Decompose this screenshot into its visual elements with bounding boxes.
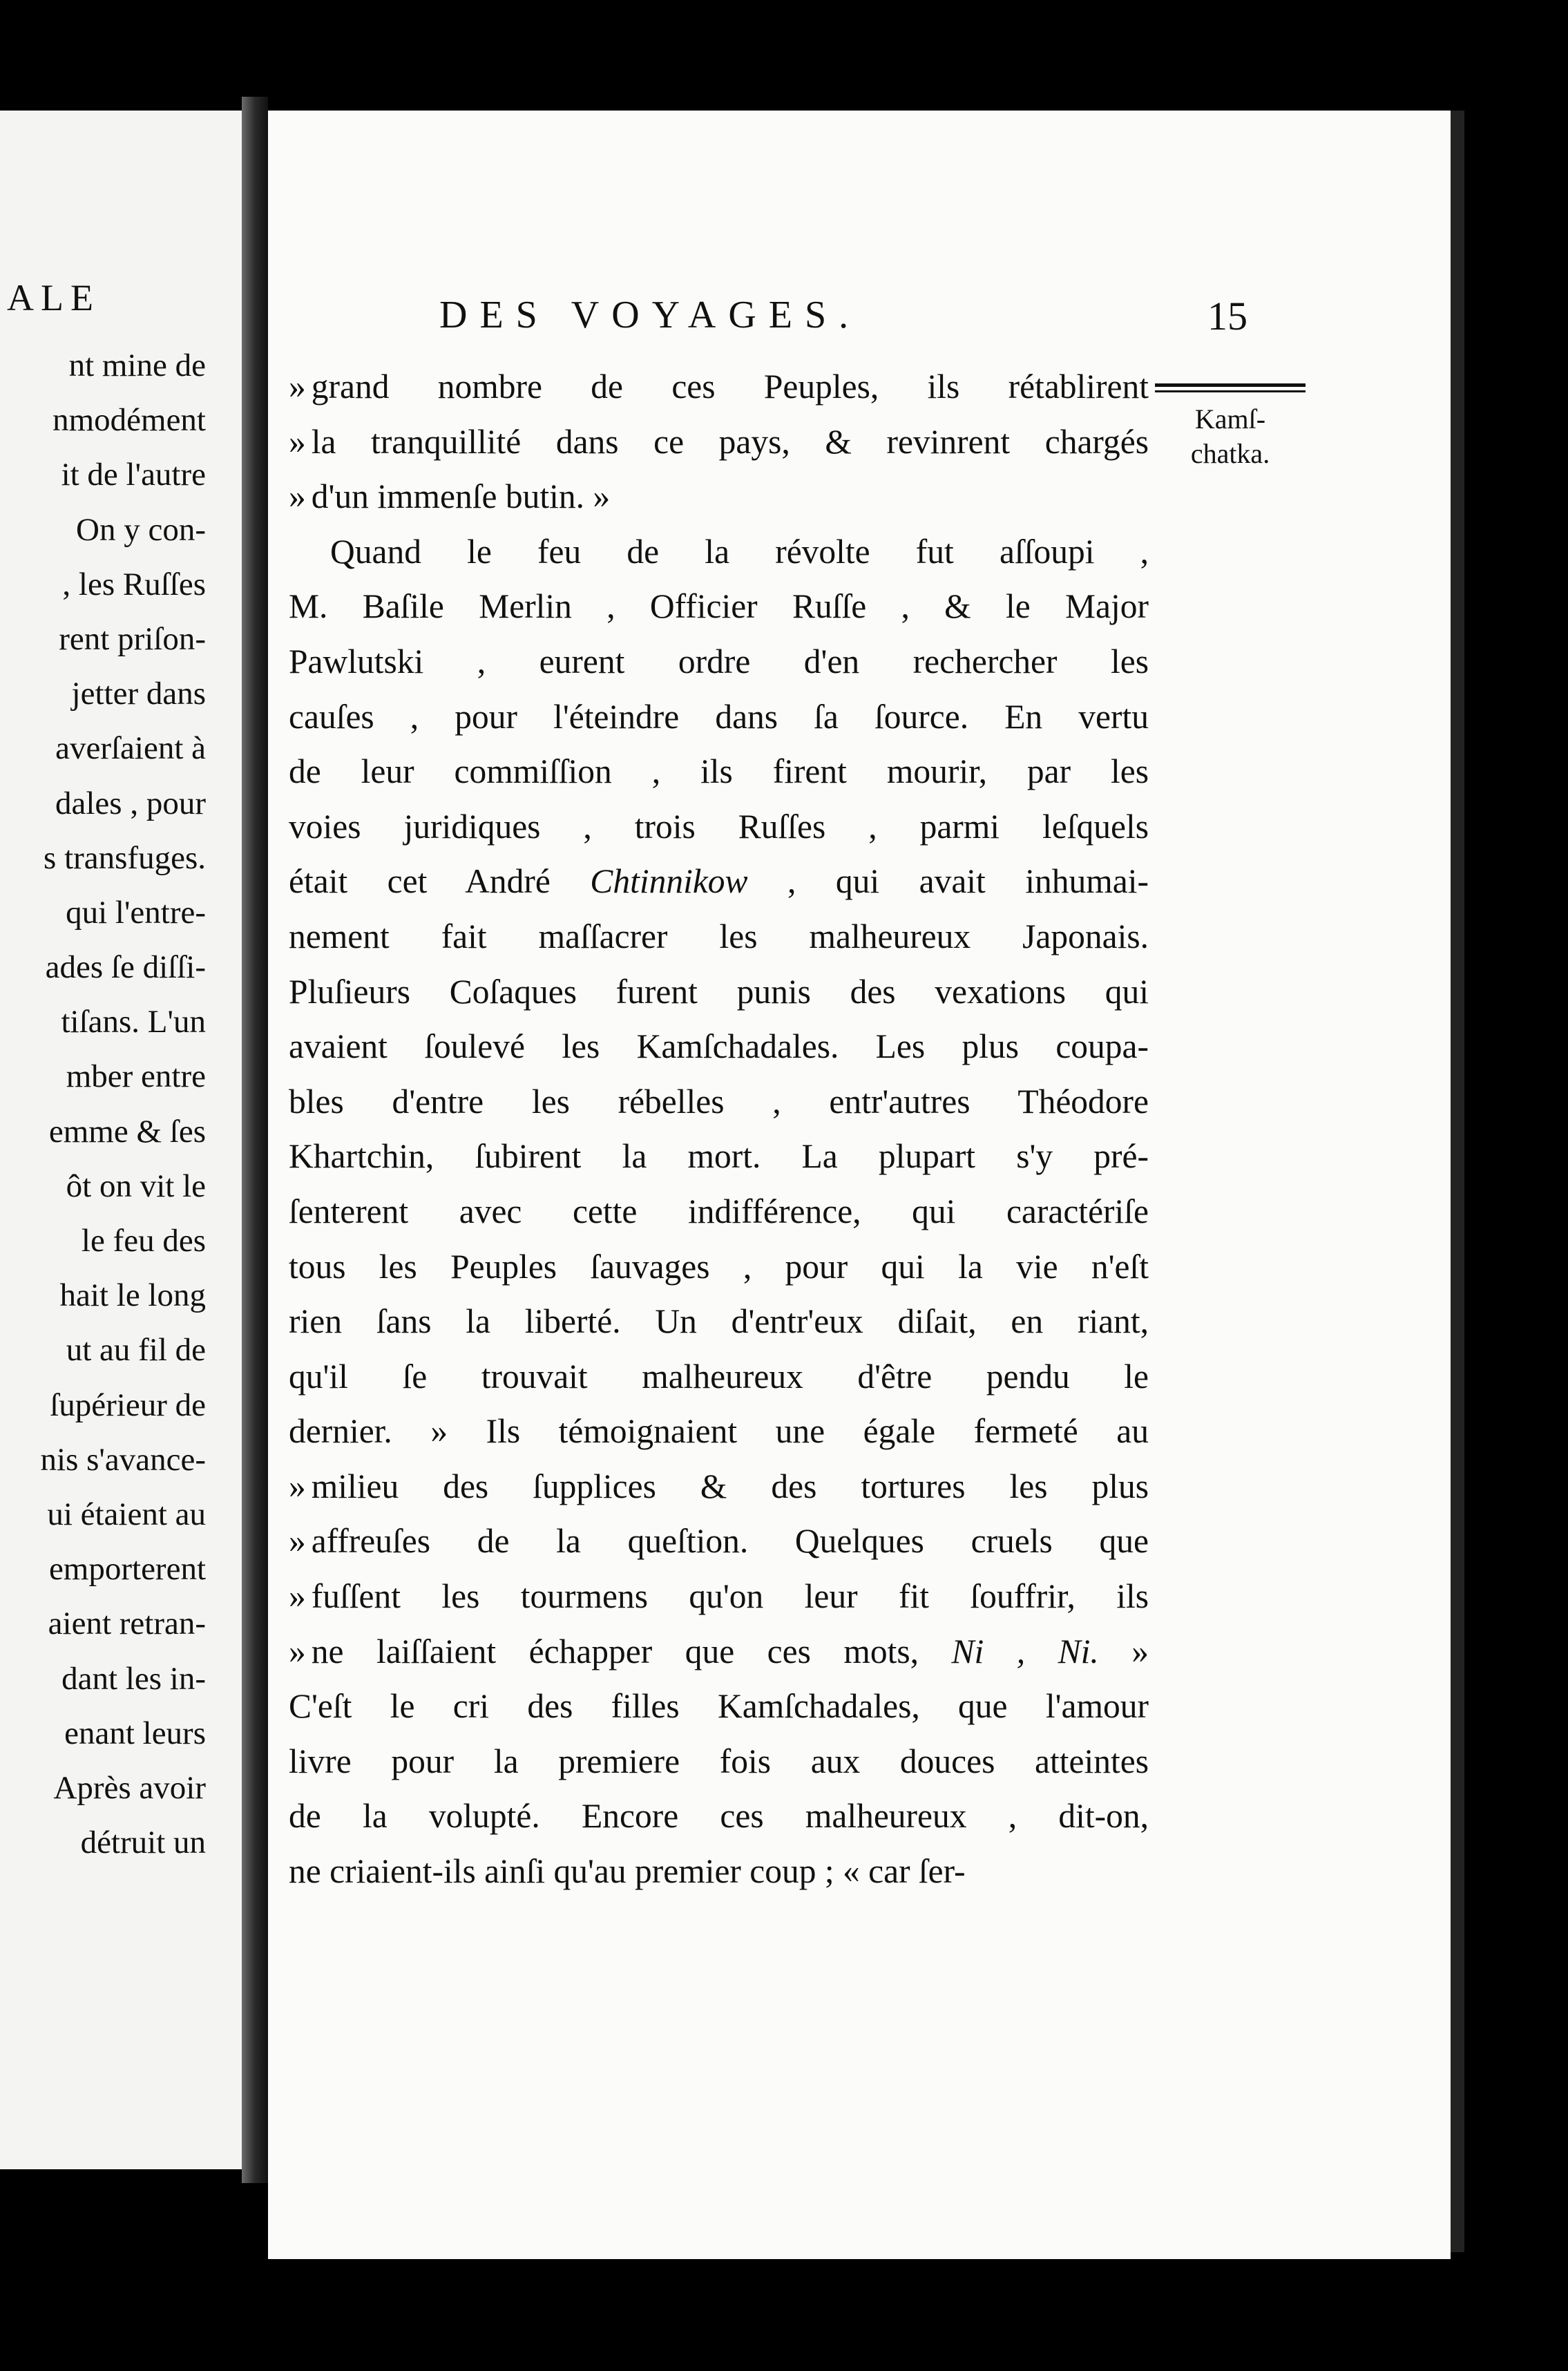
facing-page-line: s transfuges. <box>44 839 206 876</box>
italic-name: Chtinnikow <box>590 862 748 901</box>
line-text: tous les Peuples ſauvages , pour qui la vie n'eſt <box>289 1247 1149 1286</box>
line-text: ſenterent avec cette indifférence, qui caractériſe <box>289 1192 1149 1230</box>
facing-page-line: emporterent <box>48 1551 206 1588</box>
facing-page-line: aient retran- <box>48 1606 206 1642</box>
line-text: milieu des ſupplices & des tortures les plus <box>311 1467 1149 1505</box>
facing-page-line: On y con- <box>76 511 206 548</box>
facing-page-line: mber entre <box>66 1058 206 1095</box>
line-text: Quand le feu de la révolte fut aſſoupi , <box>330 532 1149 571</box>
book-gutter <box>242 97 268 2183</box>
line-text: affreuſes de la queſtion. Quelques cruels que <box>311 1522 1149 1561</box>
guillemet-mark: » <box>289 368 306 406</box>
guillemet-mark: » <box>289 1577 306 1616</box>
text-line <box>289 1074 1149 1130</box>
line-text: C'eſt le cri des filles Kamſchadales, que l'amour <box>289 1687 1149 1726</box>
facing-page-line: nmodément <box>52 402 206 439</box>
facing-page-line: ôt on vit le <box>66 1168 206 1204</box>
line-text: » <box>1098 1632 1149 1670</box>
facing-page-line: ut au fil de <box>66 1332 206 1369</box>
text-line <box>289 1459 1149 1514</box>
text-line <box>289 1789 1149 1844</box>
margin-note-line: chatka. <box>1190 438 1270 469</box>
page-edge-shadow <box>1451 111 1464 2252</box>
facing-page-line: ui étaient au <box>47 1496 206 1532</box>
running-head <box>439 293 1247 339</box>
text-line <box>289 1679 1149 1734</box>
line-text: M. Baſile Merlin , Officier Ruſſe , & le Major <box>289 587 1149 626</box>
line-text: ne criaient-ils ainſi qu'au premier coup ; « car ſer- <box>289 1852 966 1891</box>
line-text: grand nombre de ces Peuples, ils rétablirent <box>311 368 1149 406</box>
line-text: la tranquillité dans ce pays, & revinrent chargés <box>311 422 1149 461</box>
facing-page-running-head: ALE <box>7 277 100 318</box>
text-line <box>289 1844 1149 1899</box>
line-text: Pluſieurs Coſaques furent punis des vexations qui <box>289 972 1149 1011</box>
facing-page-line: dales , pour <box>55 785 206 821</box>
facing-page-line: averſaient à <box>55 730 206 767</box>
facing-page-line: dant les in- <box>61 1660 206 1697</box>
line-text: livre pour la premiere fois aux douces atteintes <box>289 1742 1149 1780</box>
text-line <box>289 854 1149 909</box>
line-text: rien ſans la liberté. Un d'entr'eux diſait, en riant, <box>289 1302 1149 1341</box>
line-text: de leur commiſſion , ils firent mourir, par les <box>289 752 1149 791</box>
text-line <box>289 909 1149 964</box>
text-line <box>289 689 1149 745</box>
line-text: nement fait maſſacrer les malheureux Japonais. <box>289 917 1149 955</box>
text-line <box>289 744 1149 799</box>
line-text: qu'il ſe trouvait malheureux d'être pendu le <box>289 1357 1149 1396</box>
text-line <box>289 359 1149 415</box>
line-text: d'un immenſe butin. » <box>311 477 611 516</box>
facing-page-line: nis s'avance- <box>40 1441 206 1478</box>
text-line <box>289 1184 1149 1239</box>
text-line <box>289 1129 1149 1184</box>
line-text: était cet André <box>289 862 591 901</box>
guillemet-mark: » <box>289 422 306 461</box>
line-text: avaient ſoulevé les Kamſchadales. Les plus coupa- <box>289 1027 1149 1066</box>
guillemet-mark: » <box>289 1467 306 1505</box>
text-line <box>289 1404 1149 1459</box>
line-text: voies juridiques , trois Ruſſes , parmi leſquels <box>289 807 1149 846</box>
margin-note <box>1151 383 1310 471</box>
line-text: de la volupté. Encore ces malheureux , dit-on, <box>289 1797 1149 1836</box>
facing-page-left <box>0 111 242 2169</box>
text-line <box>289 1019 1149 1074</box>
text-line <box>289 579 1149 634</box>
text-line <box>289 415 1149 470</box>
facing-page-line: ſupérieur de <box>50 1387 206 1423</box>
text-line <box>289 964 1149 1020</box>
guillemet-mark: » <box>289 477 306 516</box>
facing-page-line: jetter dans <box>71 676 206 712</box>
facing-page-line: enant leurs <box>64 1715 206 1751</box>
facing-page-line: it de l'autre <box>61 457 206 493</box>
line-text: fuſſent les tourmens qu'on leur fit ſouffrir, ils <box>311 1577 1149 1616</box>
text-line <box>289 1349 1149 1404</box>
text-line <box>289 799 1149 855</box>
facing-page-line: détruit un <box>80 1825 206 1861</box>
line-text: cauſes , pour l'éteindre dans ſa ſource. En vertu <box>289 697 1149 736</box>
facing-page-line: emme & ſes <box>48 1113 206 1150</box>
facing-page-line: ades ſe diſſi- <box>45 949 206 986</box>
text-line <box>289 1294 1149 1349</box>
page-15 <box>268 111 1451 2259</box>
facing-page-line: nt mine de <box>68 347 206 383</box>
line-text: Pawlutski , eurent ordre d'en rechercher les <box>289 642 1149 680</box>
line-text: bles d'entre les rébelles , entr'autres Théodore <box>289 1082 1149 1121</box>
text-line <box>289 1514 1149 1569</box>
facing-page-line: le feu des <box>81 1223 206 1259</box>
line-text: dernier. » Ils témoignaient une égale fermeté au <box>289 1412 1149 1451</box>
running-head-title: DES VOYAGES. <box>439 294 861 336</box>
margin-note-line: Kamſ- <box>1194 403 1266 435</box>
text-line <box>289 634 1149 689</box>
italic-name: Ni , Ni. <box>951 1632 1099 1670</box>
facing-page-line: , les Ruſſes <box>62 566 206 602</box>
line-text: ne laiſſaient échapper que ces mots, <box>311 1632 952 1670</box>
text-line <box>289 524 1149 580</box>
text-line <box>289 1734 1149 1789</box>
facing-page-line: qui l'entre- <box>66 894 206 931</box>
facing-page-text <box>0 339 206 1870</box>
facing-page-line: hait le long <box>59 1277 206 1314</box>
line-text: , qui avait inhumai- <box>747 862 1149 901</box>
text-line <box>289 469 1149 524</box>
facing-page-line: Après avoir <box>53 1769 206 1806</box>
margin-rule <box>1155 383 1306 387</box>
text-line <box>289 1569 1149 1624</box>
body-text <box>289 359 1149 1899</box>
line-text: Khartchin, ſubirent la mort. La plupart s'y pré- <box>289 1137 1149 1176</box>
facing-page-line: rent priſon- <box>59 620 206 657</box>
facing-page-line: tiſans. L'un <box>61 1004 206 1040</box>
text-line <box>289 1624 1149 1679</box>
guillemet-mark: » <box>289 1522 306 1561</box>
guillemet-mark: » <box>289 1632 306 1670</box>
margin-rule <box>1155 390 1306 392</box>
text-line <box>289 1239 1149 1295</box>
page-number: 15 <box>1207 294 1247 339</box>
